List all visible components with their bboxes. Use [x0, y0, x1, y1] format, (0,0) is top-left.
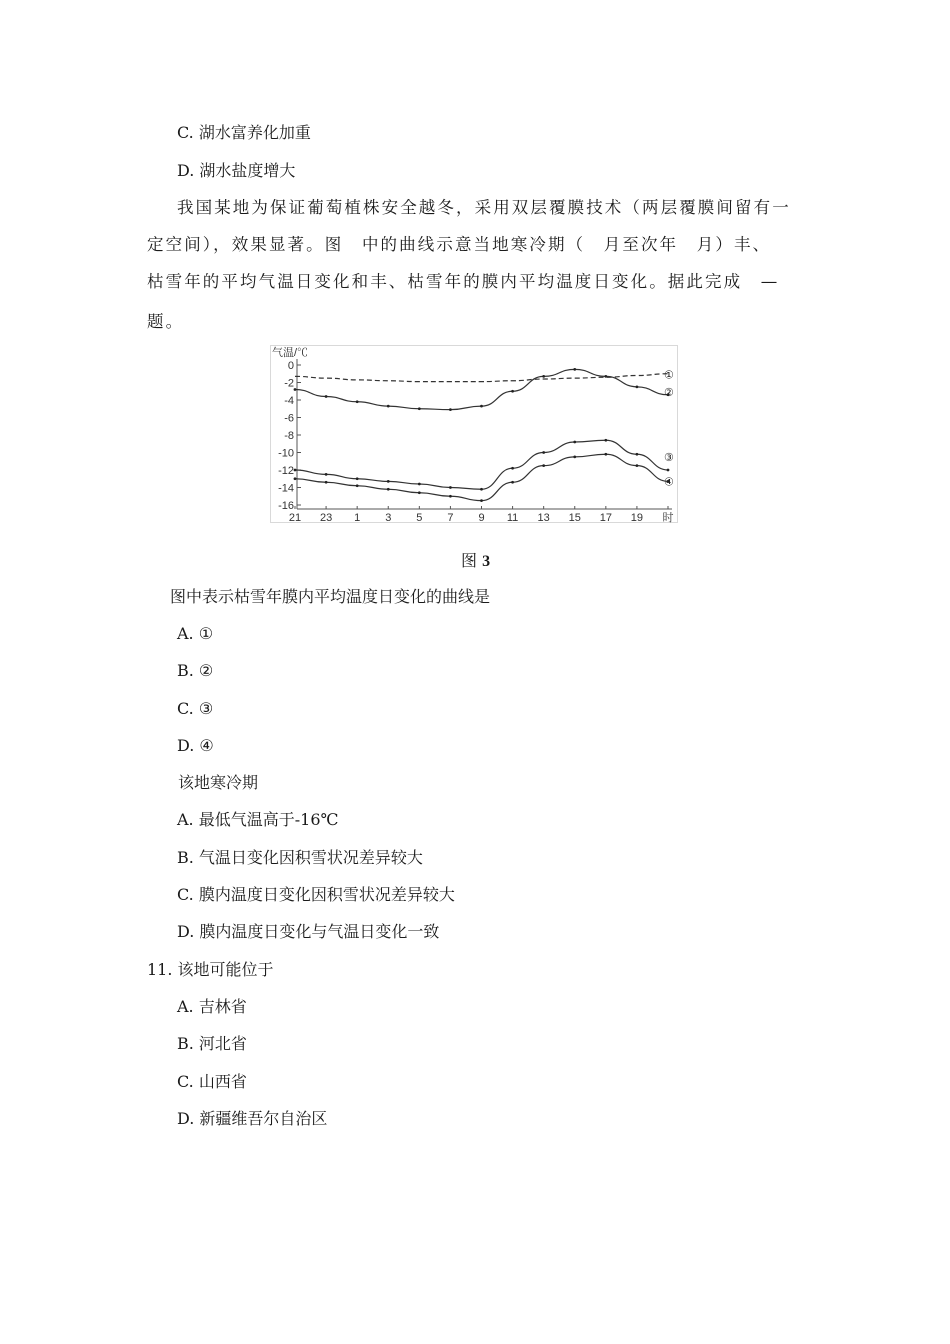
y-tick-label: -4	[284, 395, 294, 407]
q1-option-b: B. ②	[177, 661, 214, 680]
q1-option-a: A. ①	[177, 624, 214, 643]
series-point	[294, 469, 297, 472]
temperature-chart	[270, 345, 678, 523]
question-stem-3: 11. 该地可能位于	[147, 960, 274, 979]
series-point	[573, 441, 576, 444]
y-axis-label: 气温/℃	[272, 347, 309, 359]
series-point	[356, 484, 359, 487]
x-tick-label: 时	[662, 512, 674, 523]
series-point	[480, 405, 483, 408]
x-tick-label: 21	[288, 512, 302, 523]
x-tick-label: 11	[506, 512, 519, 523]
x-tick-label: 7	[447, 512, 454, 523]
x-tick-label: 5	[416, 512, 423, 523]
series-point	[325, 395, 328, 398]
x-tick-label: 13	[537, 512, 550, 523]
x-tick-label: 1	[354, 512, 361, 523]
x-tick-label: 15	[568, 512, 581, 523]
q1-option-d: D. ④	[177, 736, 214, 755]
y-tick-label: -12	[278, 465, 294, 477]
y-tick-label: -2	[284, 377, 294, 390]
series-point	[511, 390, 514, 393]
series-label-2: ②	[664, 387, 674, 400]
y-tick-label: -14	[278, 482, 294, 495]
series-point	[387, 405, 390, 408]
figure-caption-prefix: 图	[461, 551, 483, 570]
series-point	[449, 408, 452, 411]
series-point	[604, 375, 607, 378]
q1-option-c: C. ③	[177, 699, 214, 718]
series-point	[418, 407, 421, 410]
series-point	[573, 368, 576, 371]
y-tick-label: 0	[287, 360, 294, 372]
question-stem-2: 该地寒冷期	[178, 773, 259, 792]
series-point	[573, 455, 576, 458]
series-point	[480, 499, 483, 502]
x-tick-label: 19	[630, 512, 644, 523]
prev-option-c: C. 湖水富养化加重	[177, 123, 311, 142]
x-tick-label: 23	[319, 512, 333, 523]
series-point	[636, 453, 639, 456]
series-label-4: ④	[664, 476, 674, 489]
series-point	[325, 481, 328, 484]
x-tick-label: 9	[478, 512, 485, 523]
question-stem-1: 图中表示枯雪年膜内平均温度日变化的曲线是	[170, 587, 491, 606]
series-point	[542, 451, 545, 454]
series-label-1: ①	[664, 369, 674, 382]
y-tick-label: -8	[284, 430, 294, 442]
series-point	[480, 488, 483, 491]
series-point	[294, 388, 297, 391]
series-point	[356, 400, 359, 403]
series-point	[449, 486, 452, 489]
series-point	[387, 488, 390, 491]
passage-line-1: 我国某地为保证葡萄植株安全越冬，采用双层覆膜技术（两层覆膜间留有一	[177, 198, 791, 217]
prev-option-d: D. 湖水盐度增大	[177, 161, 296, 180]
q3-option-b: B. 河北省	[177, 1034, 247, 1053]
series-point	[325, 473, 328, 476]
series-point	[418, 483, 421, 486]
q2-option-a: A. 最低气温高于-16℃	[177, 810, 339, 829]
q2-option-d: D. 膜内温度日变化与气温日变化一致	[177, 922, 440, 941]
y-tick-label: -10	[278, 447, 294, 460]
passage-line-3: 枯雪年的平均气温日变化和丰、枯雪年的膜内平均温度日变化。据此完成 —	[147, 272, 780, 291]
series-point	[542, 464, 545, 467]
series-point	[636, 385, 639, 388]
temperature-chart-svg	[270, 345, 678, 523]
series-point	[542, 375, 545, 378]
series-point	[387, 480, 390, 483]
series-point	[294, 477, 297, 480]
series-point	[636, 464, 639, 467]
x-tick-label: 17	[599, 512, 612, 523]
series-point	[604, 453, 607, 456]
q3-option-d: D. 新疆维吾尔自治区	[177, 1109, 328, 1128]
series-point	[418, 491, 421, 494]
passage-line-2: 定空间），效果显著。图 中的曲线示意当地寒冷期（ 月至次年 月）丰、	[147, 235, 772, 254]
series-point	[449, 495, 452, 498]
figure-caption-number: 3	[482, 553, 491, 570]
figure-caption	[461, 548, 490, 571]
series-point	[667, 469, 670, 472]
x-tick-label: 3	[385, 512, 392, 523]
y-tick-label: -6	[284, 412, 294, 425]
q3-option-c: C. 山西省	[177, 1072, 247, 1091]
series-point	[511, 467, 514, 470]
passage-line-4: 题。	[147, 312, 185, 331]
q2-option-c: C. 膜内温度日变化因积雪状况差异较大	[177, 885, 455, 904]
q3-option-a: A. 吉林省	[177, 997, 247, 1016]
q2-option-b: B. 气温日变化因积雪状况差异较大	[177, 848, 423, 867]
series-point	[604, 439, 607, 442]
y-tick-label: -16	[278, 500, 294, 512]
series-point	[511, 481, 514, 484]
series-point	[356, 477, 359, 480]
chart-frame	[271, 346, 678, 523]
series-label-3: ③	[664, 451, 674, 464]
